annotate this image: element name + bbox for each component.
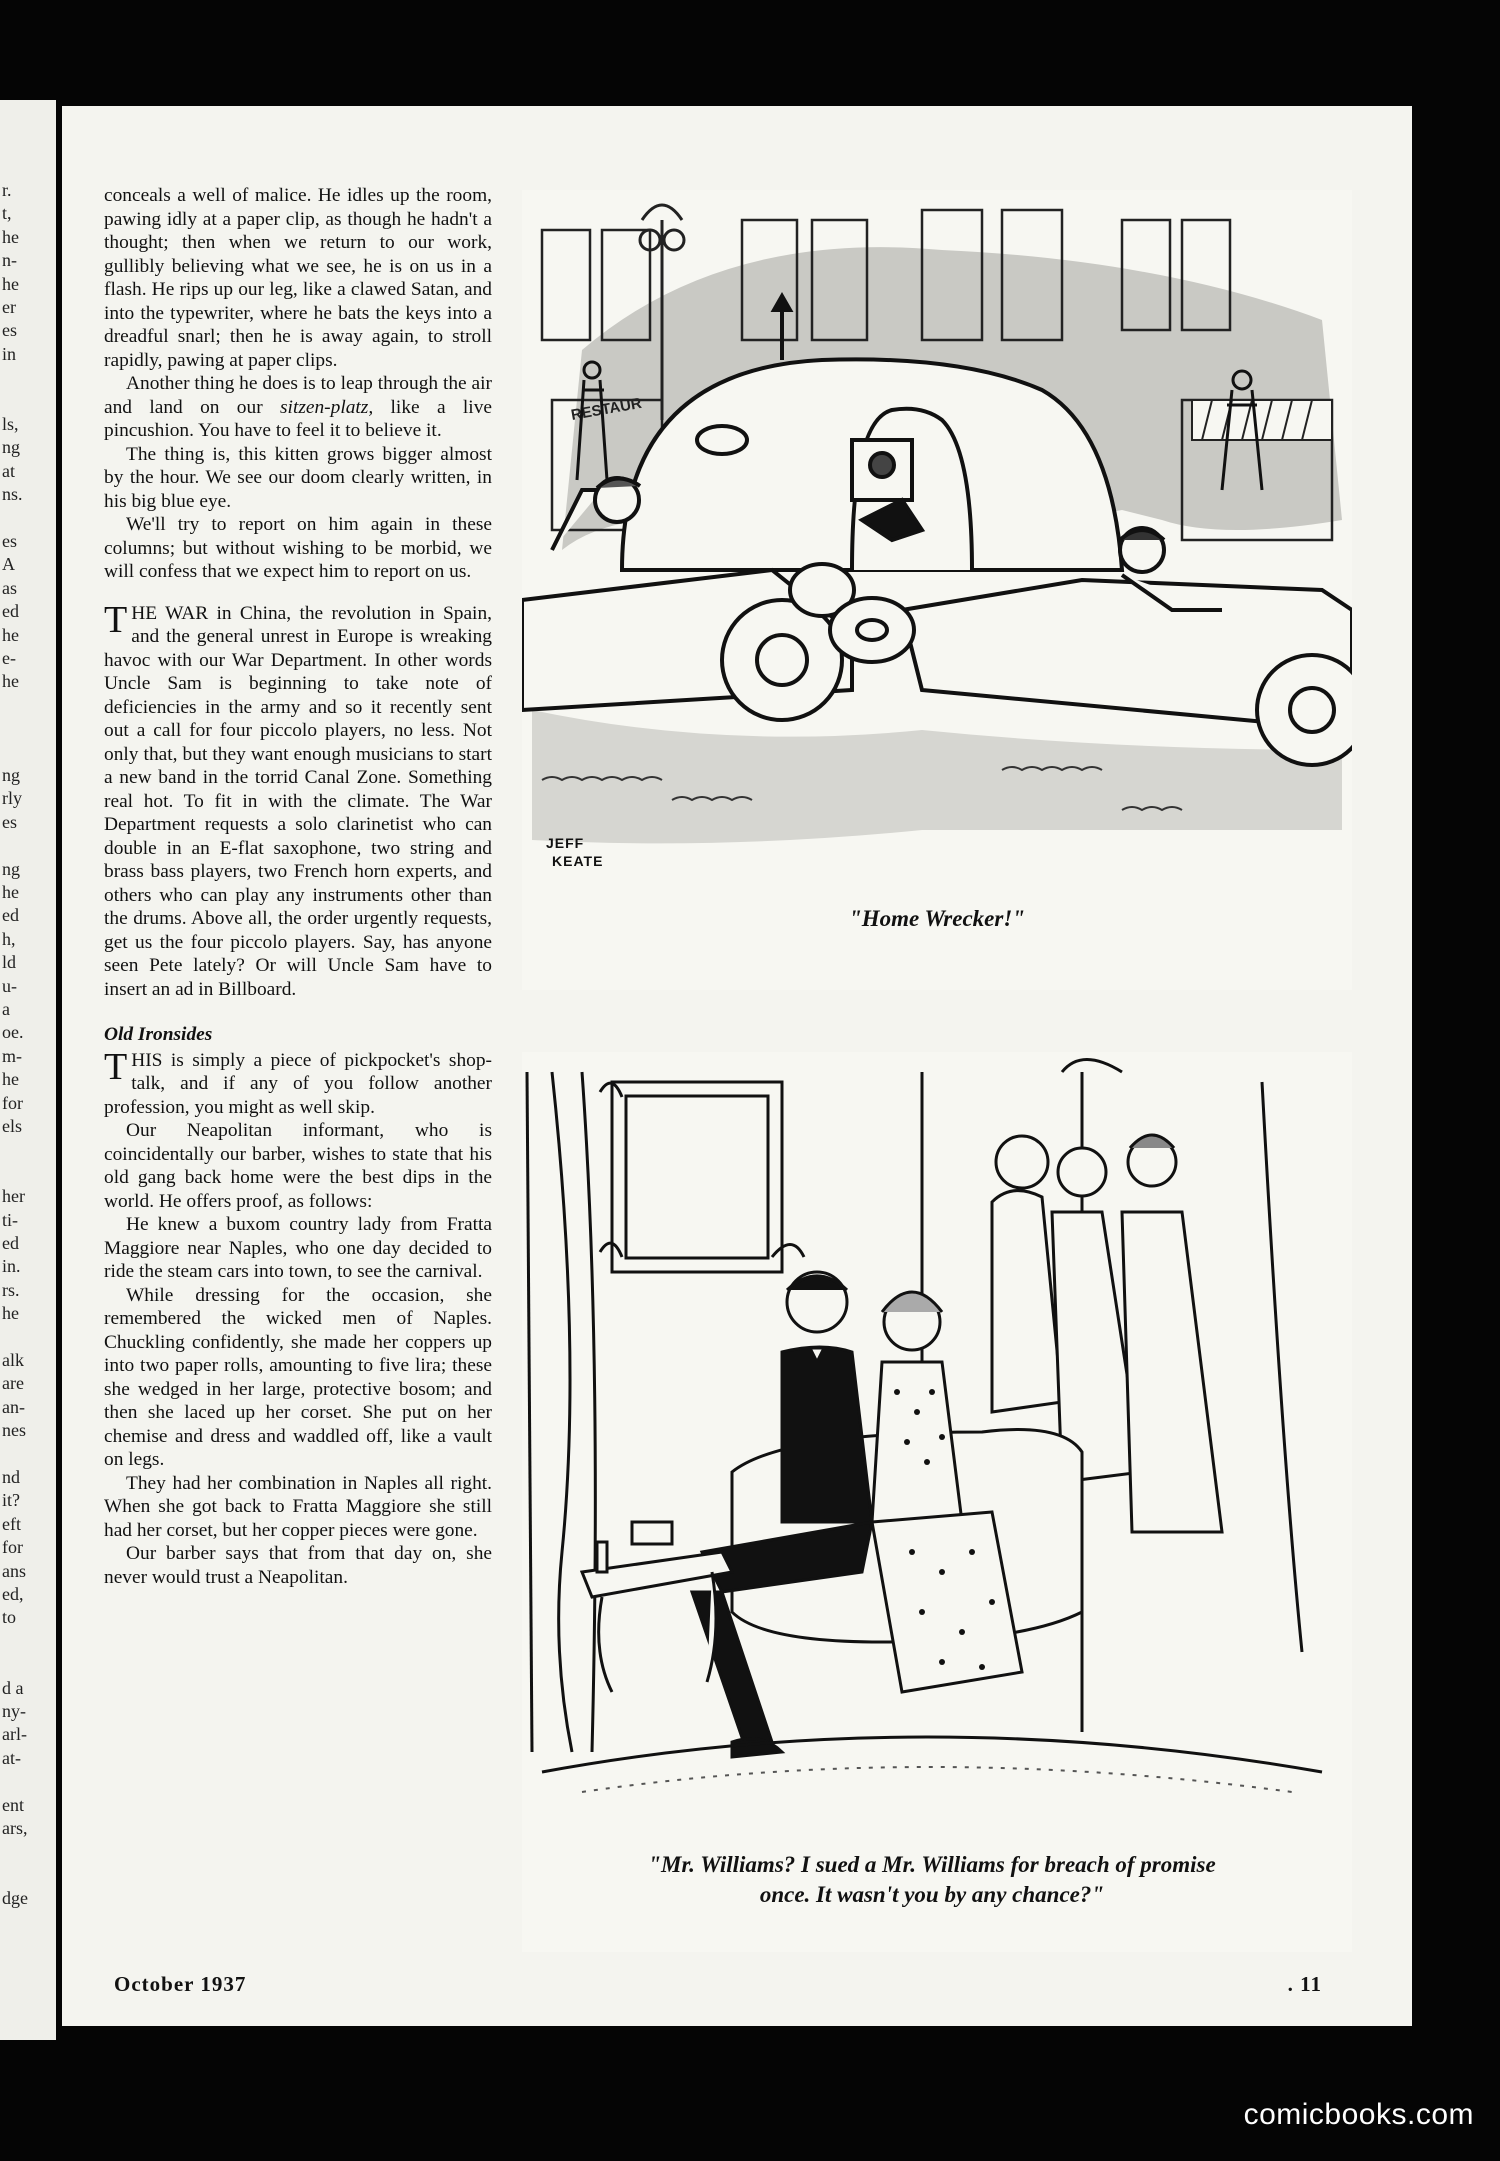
previous-page-text-fragment: ns. [2,484,23,505]
previous-page-text-fragment: ng [2,437,20,458]
previous-page-text-fragment: t, [2,203,12,224]
previous-page-text-fragment: n- [2,250,17,271]
previous-page-text-fragment: to [2,1607,17,1628]
previous-page-text-fragment: he [2,624,19,645]
previous-page-text-fragment: nes [2,1420,26,1441]
previous-page-text-fragment: it? [2,1490,20,1511]
article-paragraph: Our Neapolitan informant, who is coincidentally our barber, wishes to state that his old gang back home were the best dips in the world. He offers proof, as follows: [104,1120,492,1212]
previous-page-text-fragment: e- [2,648,16,668]
previous-page-text-fragment: els [2,1116,22,1136]
article-paragraph: While dressing for the occasion, she remembered the wicked men of Naples. Chuckling confidently, she made her coppers up into two paper rolls, amounting to five lira; these she wedged in her large, protective bosom; and then she laced up her corset. She put on her chemise and dress and waddled off, like a vault on legs. [104,1284,492,1470]
previous-page-text-fragment: r. [2,180,12,200]
previous-page-text-fragment: her [2,1186,25,1207]
previous-page-text-fragment: u- [2,975,17,996]
previous-page-text-fragment: ld [2,952,17,973]
previous-page-text-fragment: ed [2,601,19,622]
previous-page-text-fragment: nd [2,1467,20,1487]
section-war-department: THE WAR in China, the revolution in Spain, and the general unrest in Europe is wreaking havoc with our War Department. In other words Uncle Sam is beginning to take note of deficiencies in the army and so it recently sent out a call for four piccolo players, no less. Not only that, but they want enough musicians to start a new band in the torrid Canal Zone. Something real hot. To fit in with the climate. The War Department requests a solo clarinetist who can double in an E-flat saxophone, two string and brass bass players, two French horn experts, and others who can play any instruments other than the drums. Above all, the order urgently requests, get us the four piccolo players. Say, has anyone seen Pete lately? Or will Uncle Sam have to insert an ad in Billboard. [104,598,492,1000]
previous-page-text-fragment: are [2,1373,24,1394]
drop-cap: T [104,598,128,641]
previous-page-text-fragment: es [2,531,17,551]
restaurant-sign-text: RESTAUR [569,394,644,424]
previous-page-text-fragment: ed [2,1233,19,1253]
previous-page-text-fragment: arl- [2,1724,27,1745]
previous-page-edge [0,100,56,2040]
previous-page-text-fragment: ans [2,1560,26,1581]
article-paragraph: The thing is, this kitten grows bigger almost by the hour. We see our doom clearly written, in his big blue eye. [104,443,492,512]
previous-page-text-fragment: ent [2,1794,24,1815]
previous-page-text-fragment: in [2,343,17,364]
previous-page-text-fragment: he [2,226,19,247]
previous-page-text-fragment: he [2,1303,19,1324]
cartoon-home-wrecker [522,190,1352,990]
previous-page-text-fragment: oe. [2,1022,24,1043]
previous-page-text-fragment: in. [2,1256,21,1277]
previous-page-text-fragment: he [2,882,19,902]
mr-williams-illustration [522,1052,1352,1842]
previous-page-text-fragment: a [2,999,10,1019]
previous-page-text-fragment: at [2,460,15,481]
previous-page-text-fragment: for [2,1537,23,1558]
issue-date: October 1937 [114,1972,247,1996]
previous-page-text-fragment: eft [2,1513,21,1534]
section-old-ironsides: THIS is simply a piece of pickpocket's shop-talk, and if any of you follow another profession, you might as well skip. [104,1045,492,1118]
previous-page-text-fragment: A [2,554,15,575]
previous-page-text-fragment: d a [2,1677,24,1698]
magazine-page [62,106,1412,2026]
previous-page-text-fragment: ed [2,905,19,926]
previous-page-text-fragment: es [2,811,17,832]
article-paragraph: Another thing he does is to leap through the air and land on our sitzen-platz, like a live pincushion. You have to feel it to believe it. [104,373,492,441]
article-paragraph: Our barber says that from that day on, she never would trust a Neapolitan. [104,1543,492,1588]
section-heading: Old Ironsides [104,1024,213,1045]
artist-signature: JEFF [546,835,585,851]
article-paragraph: We'll try to report on him again in these columns; but without wishing to be morbid, we will confess that we expect him to report on us. [104,514,492,582]
article-paragraph: He knew a buxom country lady from Fratta Maggiore near Naples, who one day decided to ride the steam cars into town, to see the carnival. [104,1214,492,1282]
previous-page-text-fragment: an- [2,1396,25,1417]
article-paragraph: They had her combination in Naples all right. When she got back to Fratta Maggiore she still had her corset, but her copper pieces were gone. [104,1472,492,1541]
previous-page-text-fragment: dge [2,1888,28,1909]
watermark: comicbooks.com [1243,2098,1474,2131]
previous-page-text-fragment: ng [2,858,20,879]
previous-page-text-fragment: ed, [2,1584,24,1604]
previous-page-text-fragment: es [2,320,17,341]
previous-page-text-fragment: as [2,577,17,598]
previous-page-text-fragment: he [2,671,19,692]
previous-page-text-fragment: at- [2,1747,21,1768]
previous-page-text-fragment: ny- [2,1701,26,1721]
previous-page-text-fragment: he [2,273,19,294]
previous-page-text-fragment: alk [2,1350,24,1370]
cartoon-caption: "Mr. Williams? I sued a Mr. Williams for breach of promise once. It wasn't you by any chance?" [648,1852,1216,1907]
page-number: . 11 [1287,1972,1322,1996]
article-column [104,184,492,1589]
previous-page-text-fragment: ti- [2,1209,18,1230]
previous-page-text-fragment: he [2,1069,19,1090]
home-wrecker-illustration [522,190,1352,890]
cartoon-caption: "Home Wrecker!" [848,906,1026,931]
article-paragraph: conceals a well of malice. He idles up the room, pawing idly at a paper clip, as though he hadn't a thought; then when we return to our work, gullibly believing what we see, he is on us in a flash. He rips up our leg, like a clawed Satan, and into the typewriter, where he bats the keys into a dreadful snarl; then he is away again, to stroll rapidly, pawing at paper clips. [104,185,492,371]
previous-page-text-fragment: rly [2,788,22,809]
previous-page-text-fragment: for [2,1092,23,1113]
previous-page-text-fragment: h, [2,928,16,949]
previous-page-text-fragment: ars, [2,1818,28,1838]
previous-page-text-fragment: m- [2,1045,22,1066]
previous-page-text-fragment: ls, [2,414,19,434]
cartoon-mr-williams [522,1052,1352,1952]
previous-page-text-fragment: ng [2,765,20,785]
artist-signature: KEATE [552,853,604,869]
previous-page-text-fragment: rs. [2,1279,20,1300]
previous-page-text-fragment: er [2,297,16,317]
drop-cap: T [104,1045,128,1088]
